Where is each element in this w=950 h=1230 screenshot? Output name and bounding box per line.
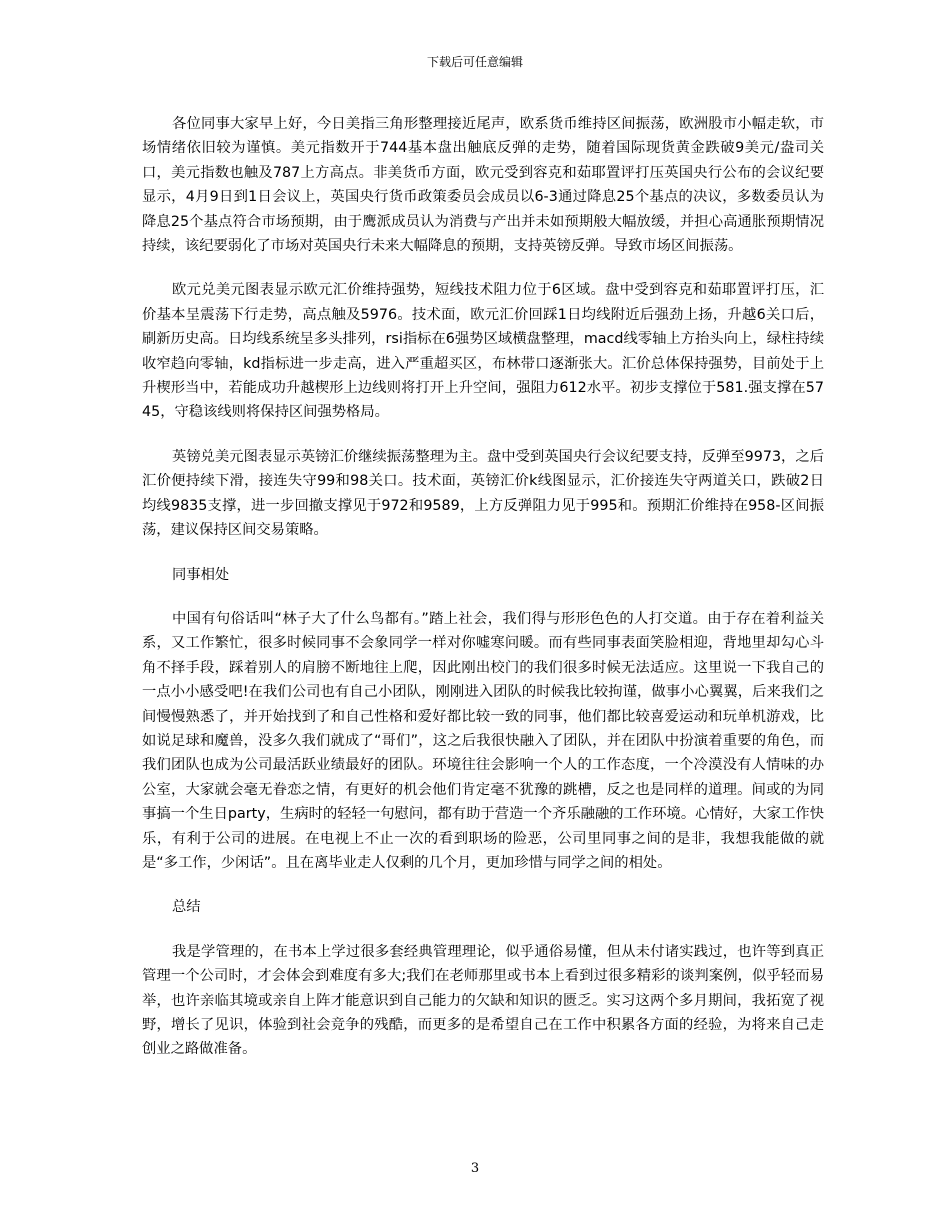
paragraph-colleagues: 中国有句俗话叫“林子大了什么鸟都有。”踏上社会，我们得与形形色色的人打交道。由于存在着利益关系，又工作繁忙，很多时候同事不会象同学一样对你嘘寒问暖。而有些同事表面笑脸相迎，背地里却勾心斗角不择手段，踩着别人的肩膀不断地往上爬，因此刚出校门的我们很多时候无法适应。这里说一下我自己的一点小小感受吧!在我们公司也有自己小团队，刚刚进入团队的时候我比较拘谨，做事小心翼翼，后来我们之间慢慢熟悉了，并开始找到了和自己性格和爱好都比较一致的同事，他们都比较喜爱运动和玩单机游戏，比如说足球和魔兽，没多久我们就成了“哥们”，这之后我很快融入了团队，并在团队中扮演着重要的角色，而我们团队也成为公司最活跃业绩最好的团队。环境往往会影响一个人的工作态度，一个冷漠没有人情味的办公室，大家就会毫无眷恋之情，有更好的机会他们肯定毫不犹豫的跳槽，反之也是同样的道理。间或的为同事搞一个生日party，生病时的轻轻一句慰问，都有助于营造一个齐乐融融的工作环境。心情好，大家工作快乐，有利于公司的进展。在电视上不止一次的看到职场的险恶，公司里同事之间的是非，我想我能做的就是“多工作，少闲话”。且在离毕业走人仅剩的几个月，更加珍惜与同学之间的相处。 xyxy=(142,610,824,871)
page-header: 下载后可任意编辑 xyxy=(426,55,523,69)
paragraph-eur-usd: 欧元兑美元图表显示欧元汇价维持强势，短线技术阻力位于6区域。盘中受到容克和茹耶置评打压，汇价基本呈震荡下行走势，高点触及5976。技术面，欧元汇价回踩1日均线附近后强劲上扬，升越6关口后，刷新历史高。日均线系统呈多头排列，rsi指标在6强势区域横盘整理，macd线零轴上方抬头向上，绿柱持续收窄趋向零轴，kd指标进一步走高，进入严重超买区，布林带口逐渐张大。汇价总体保持强势，目前处于上升楔形当中，若能成功升越楔形上边线则将打开上升空间，强阻力612水平。初步支撑位于581.强支撑在5745，守稳该线则将保持区间强势格局。 xyxy=(142,282,824,421)
paragraph-market-overview: 各位同事大家早上好，今日美指三角形整理接近尾声，欧系货币维持区间振荡，欧洲股市小幅走软，市场情绪依旧较为谨慎。美元指数开于744基本盘出触底反弹的走势，随着国际现货黄金跌破9美元/盎司关口，美元指数也触及787上方高点。非美货币方面，欧元受到容克和茹耶置评打压英国央行公布的会议纪要显示，4月9日到1日会议上，英国央行货币政策委员会成员以6-3通过降息25个基点的决议，多数委员认为降息25个基点符合市场预期，由于鹰派成员认为消费与产出并未如预期般大幅放缓，并担心高通胀预期情况持续，该纪要弱化了市场对英国央行未来大幅降息的预期，支持英镑反弹。导致市场区间振荡。 xyxy=(142,116,824,255)
paragraph-summary: 我是学管理的，在书本上学过很多套经典管理理论，似乎通俗易懂，但从未付诸实践过，也许等到真正管理一个公司时，才会体会到难度有多大;我们在老师那里或书本上看到过很多精彩的谈判案例，似乎轻而易举，也许亲临其境或亲自上阵才能意识到自己能力的欠缺和知识的匮乏。实习这两个多月期间，我拓宽了视野，增长了见识，体验到社会竞争的残酷，而更多的是希望自己在工作中积累各方面的经验，为将来自己走创业之路做准备。 xyxy=(142,943,824,1058)
section-heading-summary: 总结 xyxy=(172,899,201,916)
section-heading-colleagues: 同事相处 xyxy=(172,566,230,583)
paragraph-gbp-usd: 英镑兑美元图表显示英镑汇价继续振荡整理为主。盘中受到英国央行会议纪要支持，反弹至9973，之后汇价便持续下滑，接连失守99和98关口。技术面，英镑汇价k线图显示，汇价接连失守两道关口，跌破2日均线9835支撑，进一步回撤支撑见于972和9589，上方反弹阻力见于995和。预期汇价维持在958-区间振荡，建议保持区间交易策略。 xyxy=(142,448,824,539)
page-number: 3 xyxy=(470,1161,480,1176)
document-body xyxy=(142,112,824,1082)
